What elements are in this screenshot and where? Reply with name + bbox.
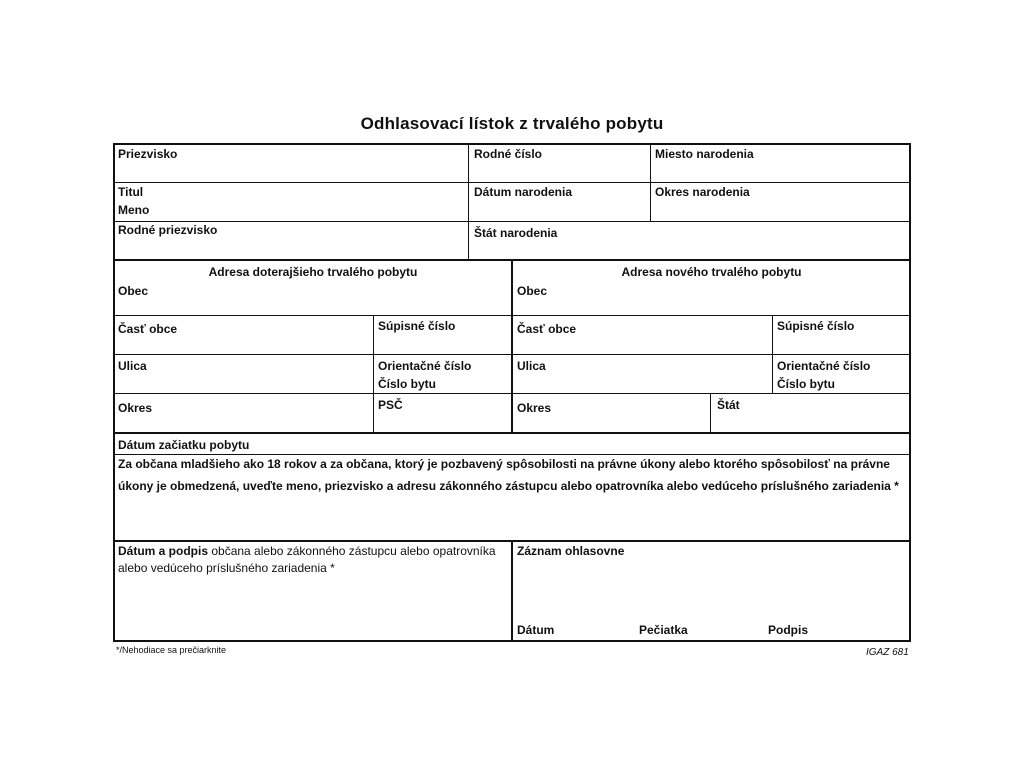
previous-orientation-number-label: Orientačné číslo (378, 359, 472, 373)
frame-top (113, 143, 911, 145)
new-country-label: Štát (717, 398, 740, 412)
guardian-instruction: Za občana mladšieho ako 18 rokov a za občana, ktorý je pozbavený spôsobilosti na právne úkony alebo ktorého spôsobilosť na právne úkony je obmedzená, uveďte meno, priezvisko a adresu zákonného zástupcu alebo opatrovníka alebo vedúceho príslušného zariadenia * (118, 457, 899, 493)
start-date-label: Dátum začiatku pobytu (118, 438, 250, 452)
divider-v (468, 143, 469, 260)
divider-h (113, 182, 911, 183)
office-record-heading: Záznam ohlasovne (517, 544, 625, 558)
name-label: Meno (118, 203, 150, 217)
form-title: Odhlasovací lístok z trvalého pobytu (360, 114, 664, 133)
birth-district-label: Okres narodenia (655, 185, 750, 199)
title-field-label: Titul (118, 185, 144, 199)
new-orientation-number-label: Orientačné číslo (777, 359, 871, 373)
office-date-label: Dátum (517, 623, 555, 637)
previous-part-label: Časť obce (118, 322, 178, 336)
birth-country-label: Štát narodenia (474, 226, 558, 240)
previous-address-heading: Adresa doterajšieho trvalého pobytu (208, 265, 418, 279)
signature-instruction (118, 543, 508, 577)
previous-register-number-label: Súpisné číslo (378, 319, 456, 333)
new-part-label: Časť obce (517, 322, 577, 336)
divider-v (772, 315, 773, 394)
footnote: */Nehodiace sa prečiarknite (116, 645, 227, 655)
previous-street-label: Ulica (118, 359, 147, 373)
office-stamp-label: Pečiatka (639, 623, 688, 637)
previous-postal-code-label: PSČ (378, 398, 403, 412)
divider-h (113, 221, 911, 222)
divider-v (710, 393, 711, 433)
new-street-label: Ulica (517, 359, 546, 373)
birth-place-label: Miesto narodenia (655, 147, 754, 161)
divider-signature (511, 540, 513, 641)
previous-municipality-label: Obec (118, 284, 149, 298)
new-district-label: Okres (517, 401, 552, 415)
divider-h (113, 315, 911, 316)
divider-h (113, 354, 911, 355)
form-code: IGAZ 681 (866, 647, 909, 658)
signature-label: Dátum a podpis (118, 544, 209, 558)
birth-number-label: Rodné číslo (474, 147, 543, 161)
divider-h (113, 393, 911, 394)
birth-date-label: Dátum narodenia (474, 185, 573, 199)
new-address-heading: Adresa nového trvalého pobytu (621, 265, 802, 279)
new-municipality-label: Obec (517, 284, 548, 298)
divider-v (373, 315, 374, 433)
new-flat-number-label: Číslo bytu (777, 377, 836, 391)
maiden-name-label: Rodné priezvisko (118, 223, 218, 237)
surname-label: Priezvisko (118, 147, 178, 161)
previous-flat-number-label: Číslo bytu (378, 377, 437, 391)
previous-district-label: Okres (118, 401, 153, 415)
divider-address (511, 259, 513, 434)
divider-section (113, 432, 911, 434)
office-signature-label: Podpis (768, 623, 809, 637)
new-register-number-label: Súpisné číslo (777, 319, 855, 333)
signature-description: občana alebo zákonného zástupcu alebo opatrovníka alebo vedúceho príslušného zariadenia * (118, 544, 496, 575)
